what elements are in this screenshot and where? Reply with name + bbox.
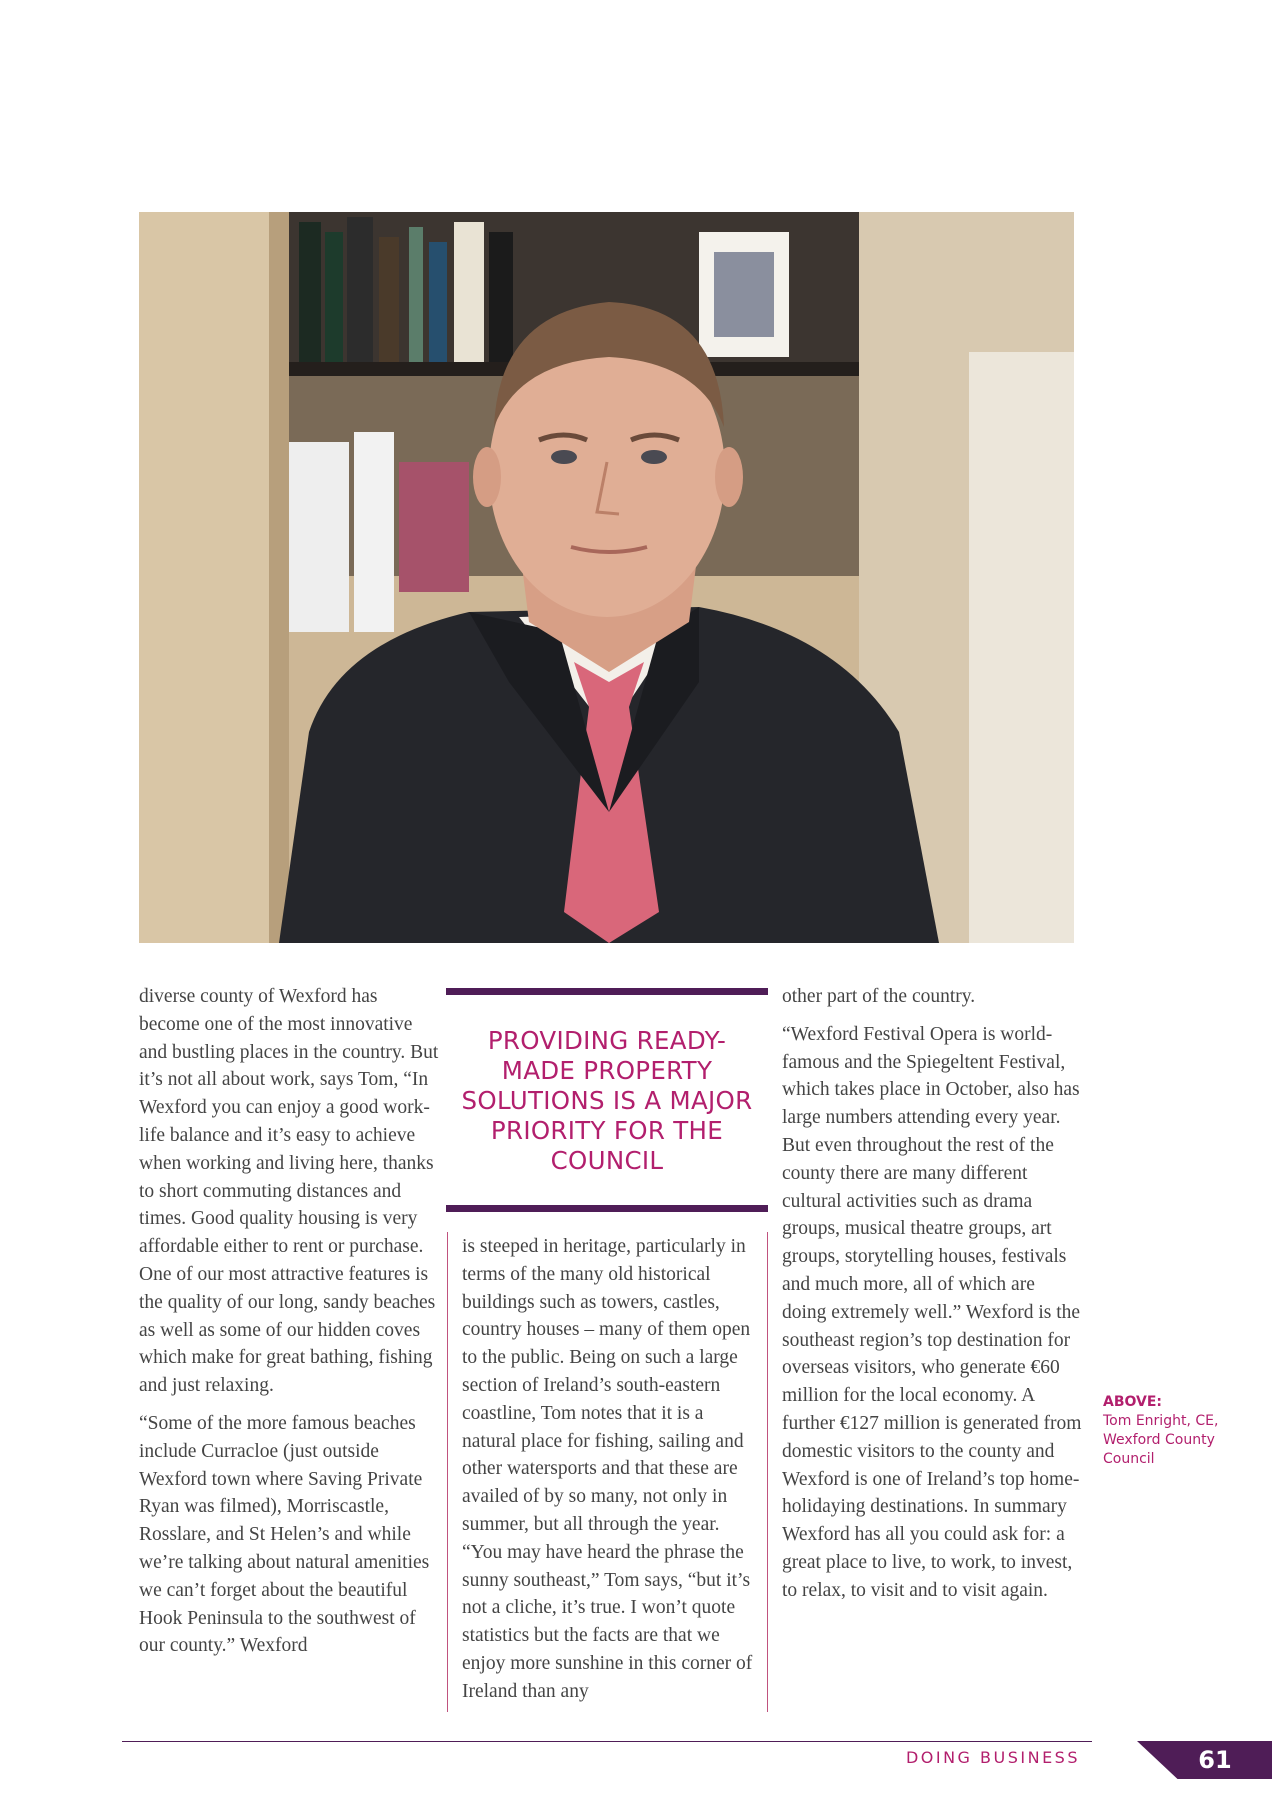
column-divider	[447, 1232, 448, 1712]
article-column-3	[782, 983, 1082, 1615]
paragraph: diverse county of Wexford has become one of the most innovative and bustling places in the country. But it’s not all about work, says Tom, “In Wexford you can enjoy a good work-life balance and it’s easy to achieve when working and living here, thanks to short commuting distances and times. Good quality housing is very affordable either to rent or purchase. One of our most attractive features is the quality of our long, sandy beaches as well as some of our hidden coves which make for great bathing, fishing and just relaxing.	[139, 986, 439, 1397]
footer-section-title: DOING BUSINESS	[905, 1748, 1080, 1767]
caption-text: Tom Enright, CE, Wexford County Council	[1103, 1413, 1219, 1467]
pull-quote-top-bar	[446, 988, 768, 995]
portrait-illustration	[139, 212, 1074, 943]
paragraph: is steeped in heritage, particularly in terms of the many old historical buildings such as towers, castles, country houses – many of them open to the public. Being on such a large section of Ireland’s south-eastern coastline, Tom notes that it is a natural place for fishing, sailing and other watersports and that these are availed of by so many, not only in summer, but all through the year. “You may have heard the phrase the sunny southeast,” Tom says, “but it’s not a cliche, it’s true. I won’t quote statistics but the facts are that we enjoy more sunshine in this corner of Ireland than any	[462, 1236, 753, 1702]
portrait-photo	[139, 212, 1074, 943]
article-column-1	[139, 983, 439, 1670]
paragraph: “Some of the more famous beaches include Curracloe (just outside Wexford town where Saving Private Ryan was filmed), Morriscastle, Rosslare, and St Helen’s and while we’re talking about natural amenities we can’t forget about the beautiful Hook Peninsula to the southwest of our county.” Wexford	[139, 1412, 430, 1657]
photo-caption	[1103, 1393, 1253, 1469]
article-column-2	[462, 1233, 760, 1716]
paragraph: “Wexford Festival Opera is world-famous and the Spiegeltent Festival, which takes place in October, also has large numbers attending every year. But even throughout the rest of the county there are many different cultural activities such as drama groups, musical theatre groups, art groups, storytelling houses, festivals and much more, all of which are doing extremely well.” Wexford is the southeast region’s top destination for overseas visitors, who generate €60 million for the local economy. A further €127 million is generated from domestic visitors to the county and Wexford is one of Ireland’s top home-holidaying destinations. In summary Wexford has all you could ask for: a great place to live, to work, to invest, to relax, to visit and to visit again.	[782, 1023, 1082, 1601]
footer-rule	[122, 1741, 1092, 1742]
column-divider	[767, 1232, 768, 1712]
pull-quote-bottom-bar	[446, 1205, 768, 1212]
caption-lead: ABOVE:	[1103, 1394, 1163, 1410]
paragraph: other part of the country.	[782, 986, 976, 1007]
pull-quote	[446, 988, 768, 1212]
pull-quote-text: PROVIDING READY-MADE PROPERTY SOLUTIONS IS A MAJOR PRIORITY FOR THE COUNCIL	[461, 1026, 753, 1175]
page-number: 61	[1198, 1746, 1232, 1774]
